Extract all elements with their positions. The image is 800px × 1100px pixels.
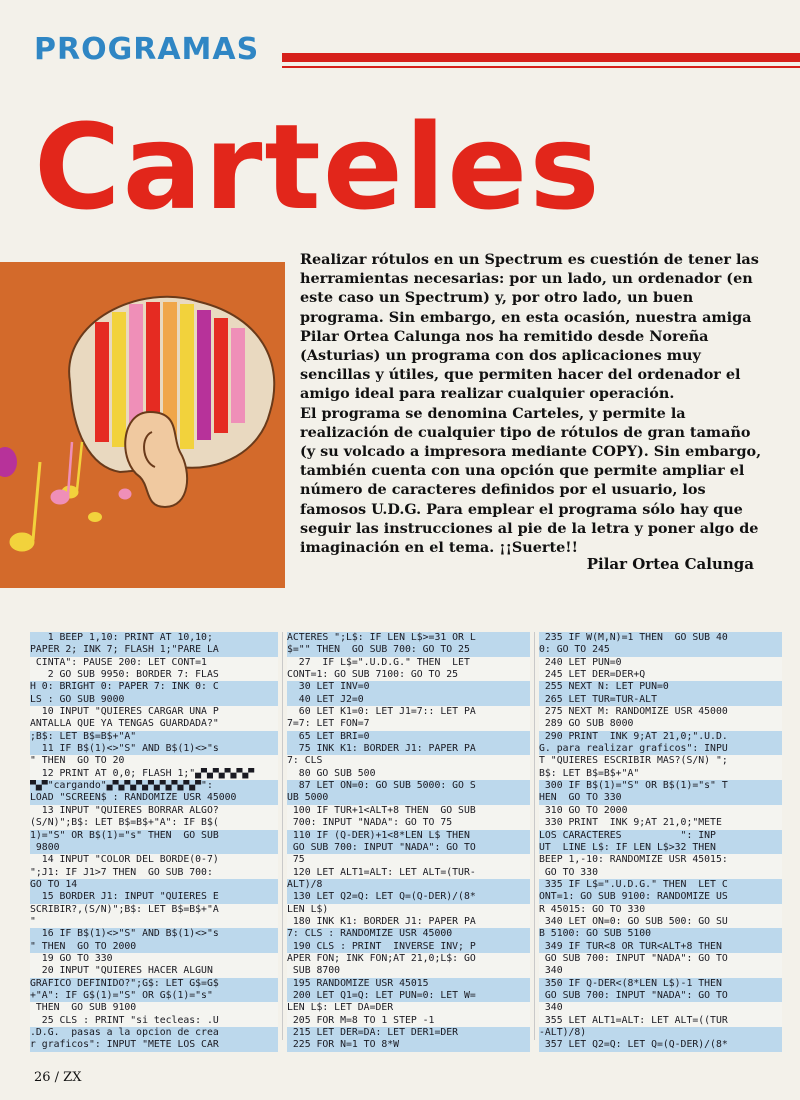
code-line: 180 INK K1: BORDER J1: PAPER PA [287,916,530,928]
code-line: SUB 8700 [287,965,530,977]
code-line: 340 [539,1002,782,1014]
code-line: 10 INPUT "QUIERES CARGAR UNA P [30,706,278,718]
code-line: 200 LET Q1=Q: LET PUN=0: LET W= [287,990,530,1002]
code-line: 205 FOR M=8 TO 1 STEP -1 [287,1015,530,1027]
code-line: 0: GO TO 245 [539,644,782,656]
code-line: ONT=1: GO SUB 9100: RANDOMIZE US [539,891,782,903]
code-line: 1 BEEP 1,10: PRINT AT 10,10; [30,632,278,644]
code-line: 290 PRINT INK 9;AT 21,0;".U.D. [539,731,782,743]
code-line: LOAD "SCREEN$ : RANDOMIZE USR 45000 [30,792,278,804]
code-line: ▀▄▀"cargando"▄▀▄▀▄▀▄▀▄▀▄▀▄▀▄▀": [30,780,278,792]
code-line: GO TO 14 [30,879,278,891]
code-line: ";J1: IF J1>7 THEN GO SUB 700: [30,867,278,879]
intro-text [300,250,770,557]
basic-listing [30,632,790,1051]
code-line: 7=7: LET FON=7 [287,718,530,730]
listing-column-1 [30,632,282,1051]
listing-column-2 [282,632,534,1051]
code-line: 19 GO TO 330 [30,953,278,965]
code-line: 245 LET DER=DER+Q [539,669,782,681]
brain-ear-music-icon [0,262,285,588]
code-line: 12 PRINT AT 0,0; FLASH 1;"▄▀▄▀▄▀▄▀▄▀ [30,768,278,780]
code-line: 25 CLS : PRINT "si tecleas: .U [30,1015,278,1027]
code-line: 11 IF B$(1)<>"S" AND B$(1)<>"s [30,743,278,755]
code-line: r graficos": INPUT "METE LOS CAR [30,1039,278,1051]
code-line: 349 IF TUR<8 OR TUR<ALT+8 THEN [539,941,782,953]
code-line: 130 LET Q2=Q: LET Q=(Q-DER)/(8* [287,891,530,903]
code-line: LOS CARACTERES ": INP [539,830,782,842]
header-rule-thin [282,66,800,68]
code-line: ALT)/8 [287,879,530,891]
code-line: 13 INPUT "QUIERES BORRAR ALGO? [30,805,278,817]
code-line: " [30,916,278,928]
code-line: APER FON; INK FON;AT 21,0;L$: GO [287,953,530,965]
code-line: 60 LET K1=0: LET J1=7:: LET PA [287,706,530,718]
code-line: GO TO 330 [539,867,782,879]
code-line: GRAFICO DEFINIDO?";G$: LET G$=G$ [30,978,278,990]
code-line: 7: CLS : RANDOMIZE USR 45000 [287,928,530,940]
code-line: LEN L$: LET DA=DER [287,1002,530,1014]
code-line: 15 BORDER J1: INPUT "QUIERES E [30,891,278,903]
code-line: 40 LET J2=0 [287,694,530,706]
code-line: 265 LET TUR=TUR-ALT [539,694,782,706]
code-line: 225 FOR N=1 TO 8*W [287,1039,530,1051]
code-line: UT LINE L$: IF LEN L$>32 THEN [539,842,782,854]
code-line: THEN GO SUB 9100 [30,1002,278,1014]
code-line: 275 NEXT M: RANDOMIZE USR 45000 [539,706,782,718]
code-line: CINTA": PAUSE 200: LET CONT=1 [30,657,278,669]
code-line: $="" THEN GO SUB 700: GO TO 25 [287,644,530,656]
code-line: 20 INPUT "QUIERES HACER ALGUN [30,965,278,977]
code-line: HEN GO TO 330 [539,792,782,804]
code-line: 350 IF Q-DER<(8*LEN L$)-1 THEN [539,978,782,990]
header-rule [282,53,800,62]
code-line: 2 GO SUB 9950: BORDER 7: FLAS [30,669,278,681]
code-line: 240 LET PUN=0 [539,657,782,669]
code-line: 65 LET BRI=0 [287,731,530,743]
code-line: -ALT)/8) [539,1027,782,1039]
code-line: 16 IF B$(1)<>"S" AND B$(1)<>"s [30,928,278,940]
code-line: T "QUIERES ESCRIBIR MAS?(S/N) "; [539,755,782,767]
code-line: B$: LET B$=B$+"A" [539,768,782,780]
code-line: 1)="S" OR B$(1)="s" THEN GO SUB [30,830,278,842]
code-line: SCRIBIR?,(S/N)";B$: LET B$=B$+"A [30,904,278,916]
code-line: " THEN GO TO 2000 [30,941,278,953]
code-line: " THEN GO TO 20 [30,755,278,767]
code-line: +"A": IF G$(1)="S" OR G$(1)="s" [30,990,278,1002]
code-line: 9800 [30,842,278,854]
brain-illustration [0,262,285,588]
article-title: Carteles [34,98,602,236]
code-line: 110 IF (Q-DER)+1<8*LEN L$ THEN [287,830,530,842]
page-number: 26 / ZX [34,1070,82,1085]
code-line: LS : GO SUB 9000 [30,694,278,706]
code-line: .D.G. pasas a la opcion de crea [30,1027,278,1039]
code-line: 195 RANDOMIZE USR 45015 [287,978,530,990]
code-line: H 0: BRIGHT 0: PAPER 7: INK 0: C [30,681,278,693]
code-line: 100 IF TUR+1<ALT+8 THEN GO SUB [287,805,530,817]
code-line: 340 LET ON=0: GO SUB 500: GO SU [539,916,782,928]
code-line: 30 LET INV=0 [287,681,530,693]
code-line: R 45015: GO TO 330 [539,904,782,916]
code-line: 300 IF B$(1)="S" OR B$(1)="s" T [539,780,782,792]
code-line: 87 LET ON=0: GO SUB 5000: GO S [287,780,530,792]
code-line: ANTALLA QUE YA TENGAS GUARDADA?" [30,718,278,730]
code-line: 75 INK K1: BORDER J1: PAPER PA [287,743,530,755]
code-line: PAPER 2; INK 7; FLASH 1;"PARE LA [30,644,278,656]
code-line: 310 GO TO 2000 [539,805,782,817]
code-line: 335 IF L$=".U.D.G." THEN LET C [539,879,782,891]
code-line: 357 LET Q2=Q: LET Q=(Q-DER)/(8* [539,1039,782,1051]
code-line: GO SUB 700: INPUT "NADA": GO TO [539,990,782,1002]
code-line: GO SUB 700: INPUT "NADA": GO TO [287,842,530,854]
code-line: UB 5000 [287,792,530,804]
listing-column-3 [534,632,786,1051]
code-line: CONT=1: GO SUB 7100: GO TO 25 [287,669,530,681]
author-name: Pilar Ortea Calunga [586,555,754,573]
code-line: B 5100: GO SUB 5100 [539,928,782,940]
code-line: G. para realizar graficos": INPU [539,743,782,755]
intro-paragraph: Realizar rótulos en un Spectrum es cuestión de tener las herramientas necesarias: por un lado, un ordenador (en este caso un Spectrum) y, por otro lado, un buen programa. Sin embargo, en esta ocasión, nuestra amiga Pilar Ortea Calunga nos ha remitido desde Noreña (Asturias) un programa con dos aplicaciones muy sencillas y útiles, que permiten hacer del ordenador el amigo ideal para realizar cualquier operación. [300,251,759,403]
code-line: 190 CLS : PRINT INVERSE INV; P [287,941,530,953]
code-line: 340 [539,965,782,977]
code-line: 80 GO SUB 500 [287,768,530,780]
code-line: 215 LET DER=DA: LET DER1=DER [287,1027,530,1039]
code-line: 330 PRINT INK 9;AT 21,0;"METE [539,817,782,829]
code-line: 14 INPUT "COLOR DEL BORDE(0-7) [30,854,278,866]
code-line: 289 GO SUB 8000 [539,718,782,730]
section-label: PROGRAMAS [34,32,260,67]
code-line: 27 IF L$=".U.D.G." THEN LET [287,657,530,669]
code-line: BEEP 1,-10: RANDOMIZE USR 45015: [539,854,782,866]
code-line: 255 NEXT N: LET PUN=0 [539,681,782,693]
code-line: 700: INPUT "NADA": GO TO 75 [287,817,530,829]
code-line: (S/N)";B$: LET B$=B$+"A": IF B$( [30,817,278,829]
code-line: ;B$: LET B$=B$+"A" [30,731,278,743]
code-line: 120 LET ALT1=ALT: LET ALT=(TUR- [287,867,530,879]
code-line: 7: CLS [287,755,530,767]
code-line: 235 IF W(M,N)=1 THEN GO SUB 40 [539,632,782,644]
intro-paragraph: El programa se denomina Carteles, y permite la realización de cualquier tipo de rótulos de gran tamaño (y su volcado a impresora mediante COPY). Sin embargo, también cuenta con una opción que permite ampliar el número de caracteres definidos por el usuario, los famosos U.D.G. Para emplear el programa sólo hay que seguir las instrucciones al pie de la letra y poner algo de imaginación en el tema. ¡¡Suerte!! [300,404,762,557]
code-line: ACTERES ";L$: IF LEN L$>=31 OR L [287,632,530,644]
code-line: 355 LET ALT1=ALT: LET ALT=((TUR [539,1015,782,1027]
code-line: LEN L$) [287,904,530,916]
code-line: GO SUB 700: INPUT "NADA": GO TO [539,953,782,965]
code-line: 75 [287,854,530,866]
